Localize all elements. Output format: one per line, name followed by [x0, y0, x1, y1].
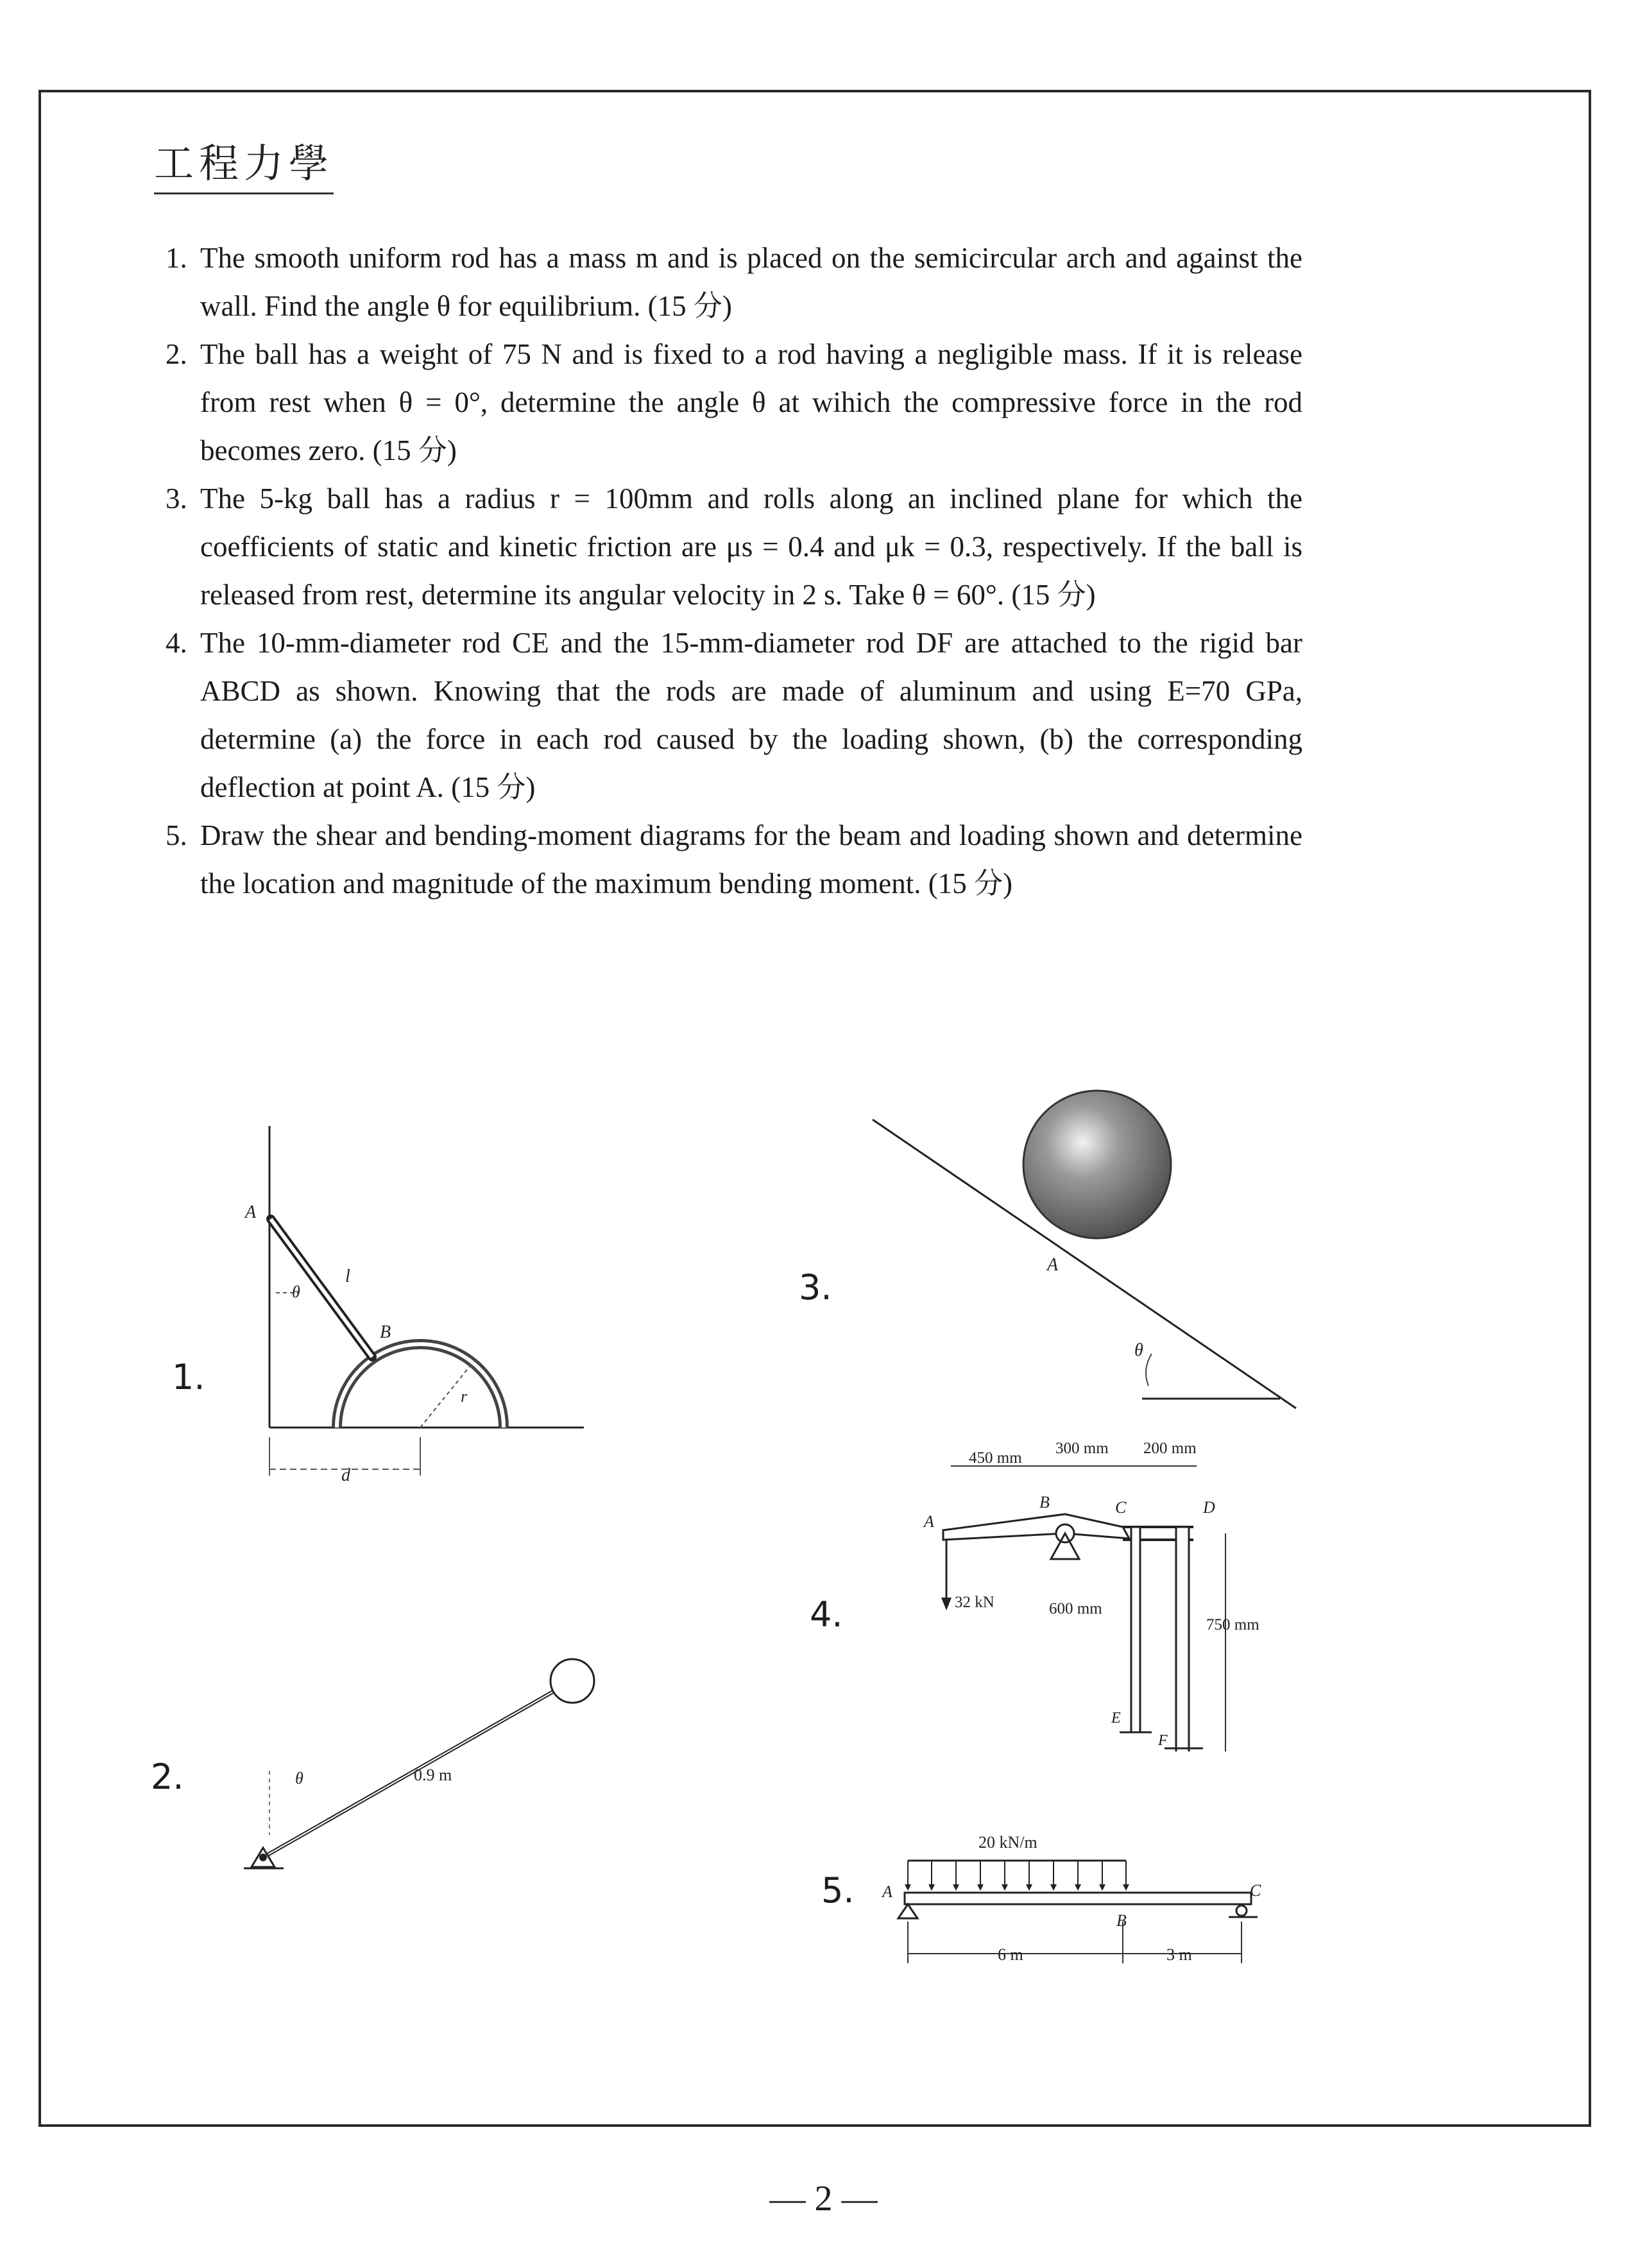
problem-number: 1.	[166, 242, 187, 274]
ball	[1023, 1091, 1171, 1238]
label-length: 0.9 m	[414, 1766, 452, 1784]
label-B: B	[380, 1322, 391, 1342]
figure-5-beam	[879, 1825, 1270, 1995]
label-B: B	[1039, 1493, 1050, 1512]
figure-2-ball-on-rod	[218, 1623, 616, 1883]
distributed-load-arrows	[905, 1861, 1129, 1891]
label-theta: θ	[295, 1769, 303, 1787]
length-CE: 600 mm	[1049, 1600, 1102, 1617]
dim-AB: 450 mm	[969, 1449, 1022, 1467]
label-l: l	[345, 1266, 350, 1286]
problem-text: The 5-kg ball has a radius r = 100mm and rolls along an inclined plane for which the coefficients of static and kinetic friction are μs = 0.4 and μk = 0.3, respectively. If the ball is released from rest, determine its angular velocity in 2 s. Take θ = 60°. (15 分)	[200, 482, 1302, 611]
ball	[550, 1659, 594, 1703]
rigid-bar-ABCD	[943, 1514, 1129, 1540]
label-A: A	[882, 1882, 892, 1901]
pin-support-A	[898, 1904, 917, 1918]
problem-1	[154, 234, 1302, 330]
label-A: A	[1047, 1255, 1059, 1275]
figure-3-label: 3.	[799, 1267, 832, 1308]
roller-support-C	[1236, 1906, 1247, 1916]
span-AB: 6 m	[998, 1945, 1023, 1964]
load-label: 20 kN/m	[978, 1833, 1037, 1852]
problem-text: The 10-mm-diameter rod CE and the 15-mm-diameter rod DF are attached to the rigid bar ABCD as shown. Knowing that the rods are made of aluminum and using E=70 GPa, determine (a) the force in each rod caused by the loading shown, (b) the corresponding deflection at point A. (15 分)	[200, 627, 1302, 803]
figure-2-label: 2.	[151, 1757, 184, 1797]
problem-text: The ball has a weight of 75 N and is fixed to a rod having a negligible mass. If it is release from rest when θ = 0°, determine the angle θ at wihich the compressive force in the rod becomes zero. (15 分)	[200, 338, 1302, 466]
figure-1-rod-on-arch	[218, 1116, 603, 1505]
figure-4-label: 4.	[810, 1594, 843, 1635]
dim-CD: 200 mm	[1143, 1440, 1197, 1457]
problem-5	[154, 812, 1302, 908]
label-B: B	[1116, 1911, 1127, 1930]
problem-list	[154, 234, 1302, 908]
label-A: A	[245, 1202, 257, 1222]
semicircular-arch	[337, 1344, 504, 1428]
span-BC: 3 m	[1166, 1945, 1192, 1964]
figure-5-label: 5.	[821, 1870, 855, 1911]
rod-inner	[263, 1691, 555, 1857]
theta-arc	[1146, 1354, 1152, 1386]
problem-text: Draw the shear and bending-moment diagrams for the beam and loading shown and determine the location and magnitude of the maximum bending moment. (15 分)	[200, 819, 1302, 900]
length-DF: 750 mm	[1206, 1616, 1259, 1633]
page-number: — 2 —	[769, 2179, 878, 2219]
load-arrow-head	[941, 1598, 952, 1610]
beam-ABC	[905, 1893, 1251, 1904]
figure-4-rigid-bar	[911, 1437, 1309, 1755]
rod-inner	[271, 1219, 372, 1357]
label-theta: θ	[1134, 1340, 1143, 1360]
label-A: A	[924, 1512, 934, 1531]
label-r: r	[461, 1387, 468, 1406]
problem-3	[154, 475, 1302, 619]
rod-DF	[1176, 1527, 1189, 1752]
load-label: 32 kN	[955, 1594, 994, 1611]
label-D: D	[1203, 1498, 1215, 1517]
problem-4	[154, 619, 1302, 812]
label-E: E	[1111, 1710, 1121, 1727]
label-d: d	[341, 1465, 350, 1485]
label-theta: θ	[292, 1283, 300, 1301]
label-F: F	[1158, 1732, 1168, 1749]
problem-number: 2.	[166, 338, 187, 370]
problem-2	[154, 330, 1302, 475]
dim-BC: 300 mm	[1055, 1440, 1109, 1457]
problem-number: 4.	[166, 627, 187, 659]
problem-number: 5.	[166, 819, 187, 851]
problem-text: The smooth uniform rod has a mass m and is placed on the semicircular arch and against the wall. Find the angle θ for equilibrium. (15 分)	[200, 242, 1302, 322]
page-title: 工程力學	[154, 132, 334, 194]
figure-1-label: 1.	[172, 1357, 205, 1397]
label-C: C	[1115, 1498, 1127, 1517]
arch-inner	[337, 1344, 504, 1428]
rod-CE	[1131, 1527, 1140, 1732]
figure-3-ball-on-incline	[866, 1084, 1315, 1421]
label-C: C	[1250, 1881, 1261, 1900]
pin	[259, 1854, 267, 1861]
problem-number: 3.	[166, 482, 187, 515]
